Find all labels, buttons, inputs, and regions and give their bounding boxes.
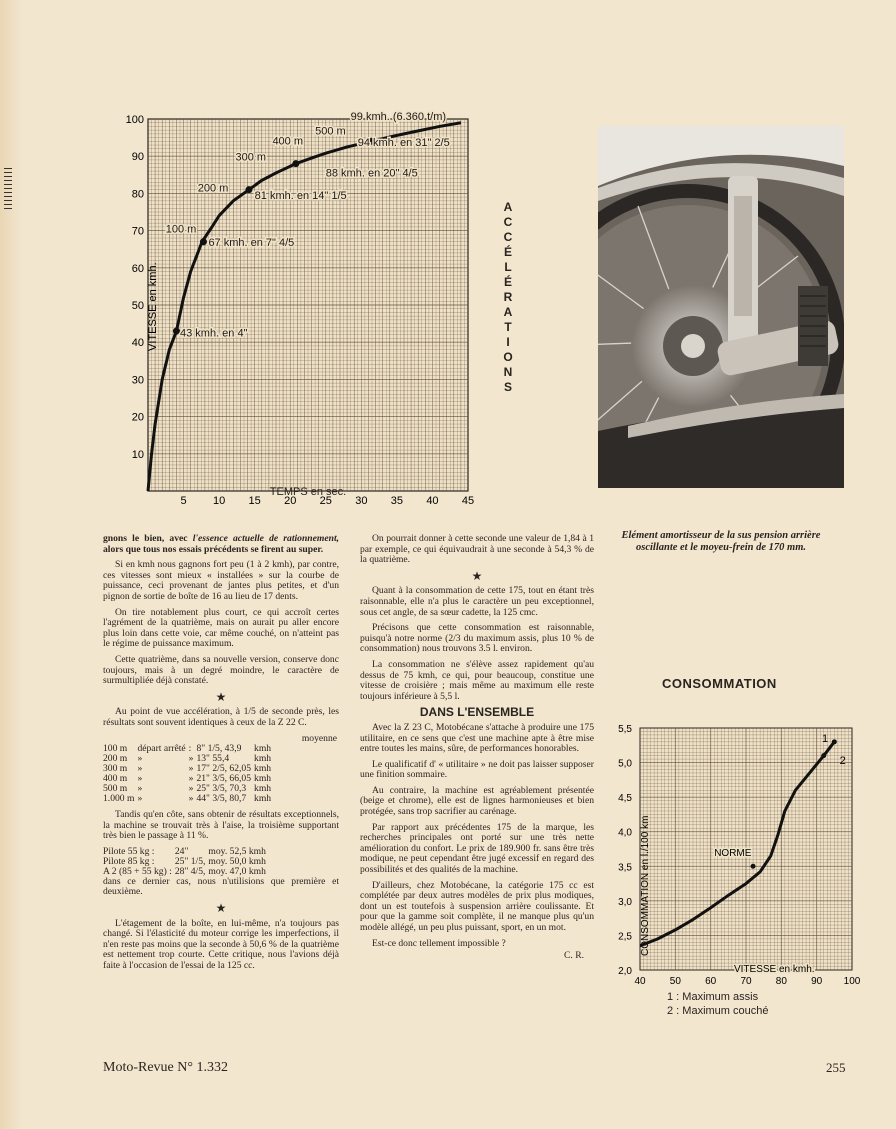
paragraph: On pourrait donner à cette seconde une valeur de 1,84 à 1 par exemple, ce qui équivaudrait à une seconde à 54,3 % de la quatrième. <box>360 533 594 566</box>
paragraph: On tire notablement plus court, ce qui accroît certes l'agrément de la quatrième, mais on aurait pu aller encore plus loin dans cette voie, car même couché, on n'atteint pas le régime de puissance maximum. <box>103 606 339 650</box>
table-cell: kmh <box>254 773 272 785</box>
point-2-label: 2 <box>839 754 846 767</box>
table-cell: » <box>188 783 194 795</box>
y-tick-label: 50 <box>131 300 144 312</box>
table-cell: départ arrêté <box>137 743 186 755</box>
table-cell: moy. 52,5 kmh <box>208 845 266 857</box>
table-cell: » <box>188 773 194 785</box>
y-tick-label: 60 <box>131 262 144 275</box>
max-couche-point <box>832 739 837 744</box>
table-cell: » <box>137 773 143 785</box>
title-letter: N <box>503 365 513 379</box>
table-cell: » <box>137 753 143 765</box>
table-cell: 25" 1/5, <box>174 855 206 867</box>
y-tick-label: 70 <box>131 225 144 238</box>
title-letter: É <box>503 275 512 289</box>
photo-rear-suspension <box>598 126 844 488</box>
table-cell: » <box>137 793 143 805</box>
table-cell: 28" 4/5, <box>174 865 206 877</box>
y-tick-label: 2,0 <box>618 966 632 977</box>
speed-annotation: 43 kmh. en 4" <box>180 327 248 340</box>
distance-label: 500 m <box>315 125 346 138</box>
speed-annotation: 99 kmh. (6.360 t/m) <box>350 111 447 124</box>
y-tick-label: 10 <box>131 448 144 461</box>
table-row <box>103 794 274 804</box>
title-letter: C <box>503 230 513 244</box>
table-cell: Pilote 85 kg : <box>103 855 155 867</box>
table-cell: A 2 (85 + 55 kg) : <box>103 865 172 877</box>
y-tick-label: 20 <box>131 411 144 424</box>
consommation-title: CONSOMMATION <box>662 676 777 691</box>
magazine-footer: Moto-Revue N° 1.332 <box>103 1060 228 1075</box>
consumption-chart <box>604 724 866 992</box>
table-cell: 100 m <box>103 743 128 755</box>
data-point <box>245 186 252 193</box>
paragraph: Avec la Z 23 C, Motobécane s'attache à produire une 175 utilitaire, en ce sens que c'est une machine apte à être mise entre toutes les mains, sûre, de performances honorables. <box>360 721 594 755</box>
paragraph: Tandis qu'en côte, sans obtenir de résultats exceptionnels, la machine se trouvait très à l'aise, la troisième supportant très bien le passage à 11 %. <box>103 809 339 842</box>
x-tick-label: 25 <box>319 495 332 507</box>
paragraph: Au point de vue accélération, à 1/5 de seconde près, les résultats sont souvent identiques à ceux de la Z 22 C. <box>103 706 339 728</box>
title-letter: O <box>503 350 513 364</box>
x-tick-label: 40 <box>426 495 439 507</box>
x-tick-label: 70 <box>740 976 752 987</box>
table-cell: 200 m <box>103 753 128 765</box>
table-cell: kmh <box>254 793 272 805</box>
title-letter: É <box>503 245 512 259</box>
distance-label: 100 m <box>165 223 197 236</box>
point-1-label: 1 <box>821 732 829 745</box>
table-cell: 21" 3/5, 66,05 <box>196 773 252 785</box>
x-tick-label: 50 <box>669 976 681 987</box>
distance-label: 200 m <box>197 182 229 195</box>
paragraph: L'étagement de la boîte, en lui-même, n'a toujours pas changé. Si l'élasticité du moteur corrige les imperfections, il n'en reste pas moins que la seconde à 50,6 % de la quatrième est nettement trop courte. Cette critique, nous l'avions déjà faite à l'occasion de l'essai de la 125 cc. <box>103 917 339 972</box>
title-letter: C <box>503 215 513 229</box>
signature: C. R. <box>564 950 584 962</box>
x-tick-label: 30 <box>355 495 368 507</box>
title-letter: T <box>504 320 512 334</box>
table-cell: 8" 1/5, 43,9 <box>196 743 242 755</box>
table-cell: 25" 3/5, 70,3 <box>196 783 247 795</box>
norme-point <box>751 864 756 869</box>
text-column-left <box>103 534 339 977</box>
x-tick-label: 90 <box>811 976 823 987</box>
y-tick-label: 30 <box>131 374 144 387</box>
y-axis-label: VITESSE en kmh. <box>147 262 159 351</box>
paragraph: Le qualificatif d' « utilitaire » ne doit pas laisser supposer une finition sommaire. <box>360 758 594 781</box>
paragraph: gnons le bien, avec l'essence actuelle de rationnement, alors que tous nos essais précédents se firent au super. <box>103 533 340 555</box>
table-cell: Pilote 55 kg : <box>103 845 155 857</box>
table-cell: kmh <box>254 743 272 755</box>
norme-label: NORME <box>714 847 752 859</box>
paragraph: Par rapport aux précédentes 175 de la marque, les recherches principales ont porté sur une très nette amélioration du confort. Le prix de 189.900 fr. sans être très modique, ne peut cependant être jugé excessif en regard des possibilités et des qualités de la machine. <box>360 821 594 876</box>
speed-annotation: 81 kmh. en 14" 1/5 <box>254 189 347 202</box>
table-cell: : <box>188 743 192 755</box>
table-cell: 300 m <box>103 763 128 775</box>
title-letter: I <box>506 335 510 349</box>
paragraph: Est-ce donc tellement impossible ? <box>372 937 506 949</box>
x-tick-label: 35 <box>390 495 404 507</box>
paragraph: Au contraire, la machine est agréablement présentée (beige et chrome), elle est de lignes harmonieuses et bien protégée, sans trop sacrifier au carénage. <box>360 784 594 818</box>
paragraph: dans ce dernier cas, nous n'utilisions que première et deuxième. <box>103 875 339 898</box>
table-cell: 17" 2/5, 62,05 <box>196 763 252 775</box>
hill-climb-table <box>103 847 269 877</box>
x-axis-label: TEMPS en sec. <box>269 486 347 498</box>
table-cell: kmh <box>254 763 272 775</box>
paragraph: Si en kmh nous gagnons fort peu (1 à 2 kmh), par contre, ces vitesses sont mieux « installées » sur la courbe de puissance, ceci provenant de jantes plus petites, et d'un pignon de sortie de boîte de 16 au lieu de 17 dents. <box>103 559 339 602</box>
table-cell: 44" 3/5, 80,7 <box>196 793 247 805</box>
y-tick-label: 4,5 <box>618 793 632 805</box>
x-tick-label: 60 <box>705 976 717 987</box>
x-tick-label: 80 <box>775 976 787 987</box>
distance-label: 400 m <box>272 135 304 148</box>
y-tick-label: 100 <box>125 114 144 126</box>
paragraph: La consommation ne s'élève assez rapidement qu'au dessus de 75 kmh, ce qui, pour beaucoup, constitue une vitesse de croisière ; mais même au maximum elle reste toujours inférieure à 5,5 l. <box>360 658 594 702</box>
star-separator: ★ <box>215 901 227 916</box>
paragraph: Quant à la consommation de cette 175, tout en étant très raisonnable, elle n'a plus le caractère un peu exceptionnel, sous cet angle, de sa sœur cadette, la 125 cmc. <box>360 585 594 618</box>
y-tick-label: 3,5 <box>618 862 632 874</box>
paragraph: D'ailleurs, chez Motobécane, la catégorie 175 cc est complétée par deux autres modèles de prix plus modiques, dont un est toutefois à suspension arrière coulissante. Et pour que la gamme soit complète, il ne manque plus qu'un modèle allégé, un peu plus puissant, sport, en un mot. <box>360 879 594 933</box>
table-header: moyenne <box>301 732 337 744</box>
y-tick-label: 80 <box>131 188 144 201</box>
title-letter: S <box>503 380 512 394</box>
table-cell: 1.000 m <box>103 793 135 805</box>
speed-annotation: 67 kmh. en 7" 4/5 <box>208 237 295 250</box>
x-tick-label: 45 <box>461 495 475 507</box>
data-point <box>200 238 207 245</box>
x-tick-label: 20 <box>284 495 297 507</box>
speed-annotation: 88 kmh. en 20" 4/5 <box>325 167 418 180</box>
table-cell: 500 m <box>103 783 128 795</box>
table-cell: » <box>137 763 143 775</box>
accelerations-title <box>498 200 518 395</box>
title-letter: A <box>503 305 513 319</box>
title-letter: A <box>503 200 513 214</box>
x-axis-label: VITESSE en kmh. <box>733 964 815 975</box>
x-tick-label: 100 <box>843 976 861 987</box>
x-tick-label: 40 <box>634 976 646 987</box>
paragraph: Cette quatrième, dans sa nouvelle version, conserve donc toujours, mais à un degré moindre, le caractère de surmultipliée déjà constaté. <box>103 653 339 687</box>
table-cell: moy. 50,0 kmh <box>208 855 266 867</box>
y-tick-label: 5,5 <box>618 724 632 735</box>
y-tick-label: 2,5 <box>618 931 632 943</box>
distance-label: 300 m <box>235 151 267 164</box>
text-column-middle <box>360 534 594 962</box>
paragraph: Précisons que cette consommation est raisonnable, puisqu'à notre norme (2/3 du maximum assis, plus 10 % de consommation) nous trouvons 3.5 l. environ. <box>360 622 594 655</box>
title-letter: L <box>504 260 512 274</box>
y-tick-label: 4,0 <box>618 827 632 839</box>
table-cell: kmh <box>254 753 272 765</box>
max-assis-point <box>821 753 826 758</box>
star-separator: ★ <box>471 568 483 583</box>
table-cell: 400 m <box>103 773 128 785</box>
data-point <box>173 328 180 335</box>
table-cell: » <box>188 753 194 765</box>
title-letter: R <box>503 290 513 304</box>
x-tick-label: 15 <box>248 495 261 507</box>
legend-item-2: 2 : Maximum couché <box>667 1005 769 1017</box>
speed-annotation: 94 kmh. en 31" 2/5 <box>357 136 450 149</box>
page-number: 255 <box>826 1060 846 1075</box>
x-tick-label: 5 <box>180 495 187 507</box>
y-tick-label: 40 <box>131 337 144 350</box>
table-cell: moy. 47,0 kmh <box>208 865 266 877</box>
table-cell: » <box>188 763 194 775</box>
x-tick-label: 10 <box>212 495 226 507</box>
star-separator: ★ <box>215 689 227 704</box>
table-cell: » <box>137 783 143 795</box>
y-tick-label: 5,0 <box>618 758 632 770</box>
data-point <box>292 160 299 167</box>
y-tick-label: 90 <box>131 151 144 164</box>
table-cell: 13" 55,4 <box>196 753 230 765</box>
table-cell: » <box>188 793 194 805</box>
photo-caption: Elément amortisseur de la sus pension arrière oscillante et le moyeu-frein de 170 mm. <box>621 530 821 553</box>
y-axis-label: CONSOMMATION en l./100 km <box>640 815 651 956</box>
consumption-legend <box>667 990 768 1018</box>
table-cell: kmh <box>254 783 272 795</box>
acceleration-chart <box>100 105 490 510</box>
binding-marks <box>4 168 12 212</box>
section-heading: DANS L'ENSEMBLE <box>419 705 535 720</box>
legend-item-1: 1 : Maximum assis <box>667 991 759 1003</box>
table-cell: 24" <box>174 845 189 857</box>
acceleration-table <box>103 744 274 804</box>
y-tick-label: 3,0 <box>618 896 632 908</box>
